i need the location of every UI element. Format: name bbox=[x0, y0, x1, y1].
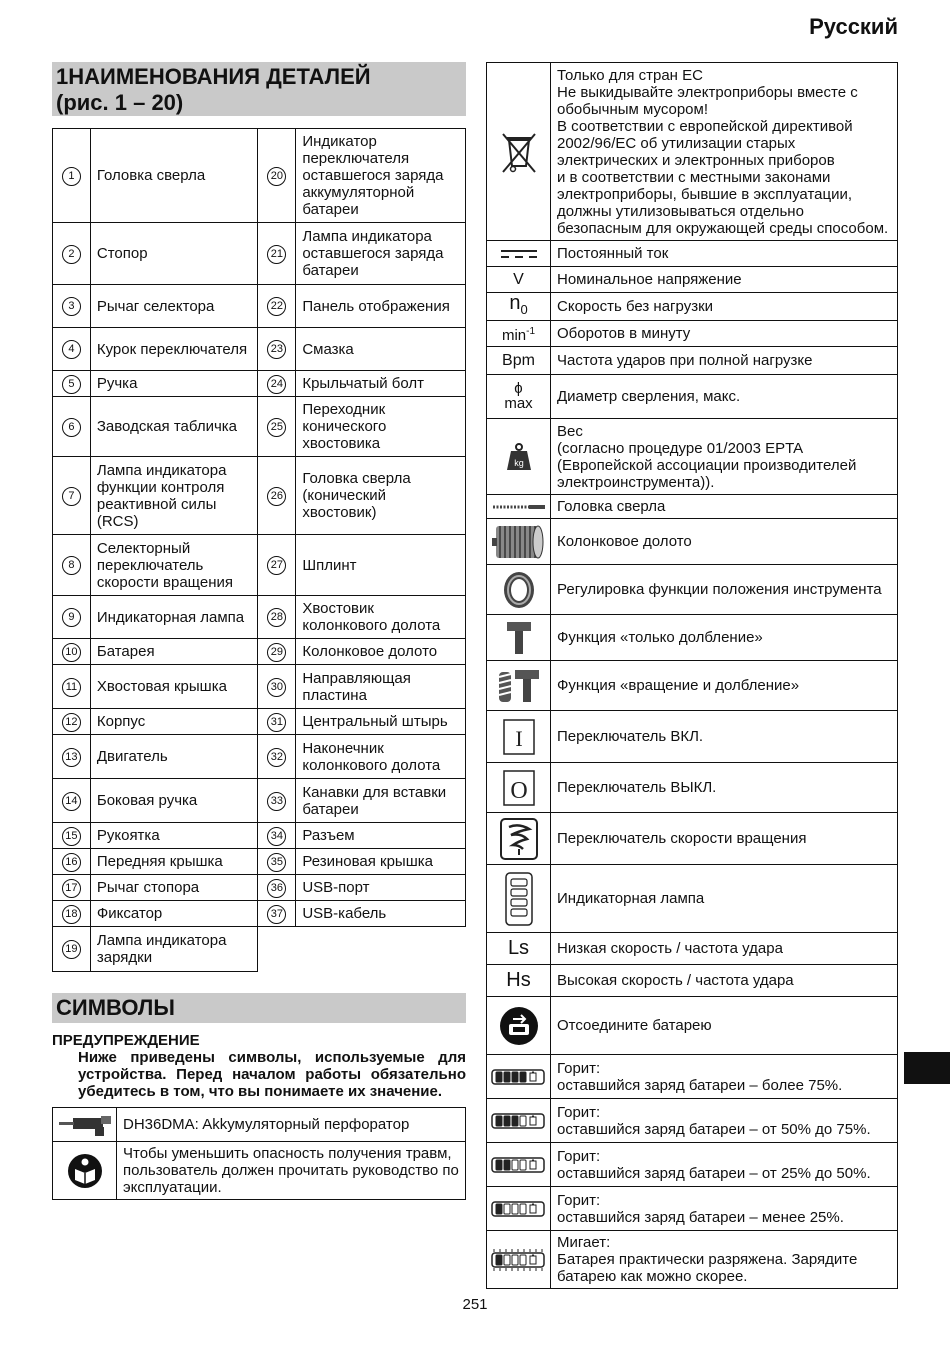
symbol-glyph bbox=[487, 293, 551, 321]
part-name-cell: Индикатор переключателя оставшегося заряда аккумуляторной батареи bbox=[296, 129, 466, 223]
item-number-badge: 18 bbox=[62, 905, 81, 924]
item-number-badge: 30 bbox=[267, 678, 286, 697]
symbol-text: Регулировка функции положения инструмента bbox=[551, 565, 898, 615]
table-row bbox=[53, 285, 466, 328]
part-number-cell bbox=[53, 639, 91, 665]
battery-blink-icon bbox=[487, 1231, 551, 1289]
symbol-text: Оборотов в минуту bbox=[551, 321, 898, 347]
symbol-row bbox=[487, 1099, 898, 1143]
drill-bit-icon bbox=[487, 495, 551, 519]
symbol-row bbox=[487, 565, 898, 615]
part-number-cell bbox=[53, 927, 91, 972]
weight-kg-icon bbox=[487, 419, 551, 495]
symbol-text: Функция «вращение и долбление» bbox=[551, 661, 898, 711]
item-number-badge: 26 bbox=[267, 487, 286, 506]
part-number-cell bbox=[258, 665, 296, 709]
symbol-glyph bbox=[487, 321, 551, 347]
item-number-badge: 2 bbox=[62, 245, 81, 264]
table-row bbox=[53, 665, 466, 709]
symbol-text: DH36DMA: Akkумуляторный перфоратор bbox=[117, 1108, 466, 1142]
table-row bbox=[53, 223, 466, 285]
part-number-cell bbox=[53, 875, 91, 901]
part-name-cell: Лампа индикатора зарядки bbox=[90, 927, 258, 972]
item-number-badge: 28 bbox=[267, 608, 286, 627]
item-number-badge: 10 bbox=[62, 643, 81, 662]
core-bit-icon bbox=[487, 519, 551, 565]
part-name-cell: Боковая ручка bbox=[90, 779, 258, 823]
item-number-badge: 8 bbox=[62, 556, 81, 575]
part-name-cell: Центральный штырь bbox=[296, 709, 466, 735]
table-row bbox=[53, 639, 466, 665]
item-number-badge: 6 bbox=[62, 418, 81, 437]
dc-icon bbox=[487, 241, 551, 267]
symbol-row bbox=[487, 419, 898, 495]
item-number-badge: 35 bbox=[267, 853, 286, 872]
part-name-cell: Колонковое долото bbox=[296, 639, 466, 665]
part-name-cell: Лампа индикатора функции контроля реактивной силы (RCS) bbox=[90, 457, 258, 535]
warning-text: Ниже приведены символы, используемые для устройства. Перед началом работы обязательно убедитесь в том, что вы понимаете их значение. bbox=[78, 1049, 466, 1100]
right-symbols-table bbox=[486, 62, 898, 1289]
part-number-cell bbox=[53, 596, 91, 639]
symbol-glyph bbox=[487, 375, 551, 419]
table-row bbox=[53, 535, 466, 596]
left-symbols-table bbox=[52, 1107, 466, 1200]
item-number-badge: 15 bbox=[62, 827, 81, 846]
part-number-cell bbox=[53, 223, 91, 285]
symbol-row bbox=[487, 1187, 898, 1231]
part-name-cell: Панель отображения bbox=[296, 285, 466, 328]
part-number-cell bbox=[258, 709, 296, 735]
table-row bbox=[53, 901, 466, 927]
symbol-glyph bbox=[487, 267, 551, 293]
part-name-cell: Фиксатор bbox=[90, 901, 258, 927]
ring-icon bbox=[487, 565, 551, 615]
symbol-glyph bbox=[487, 933, 551, 965]
item-number-badge: 11 bbox=[62, 678, 81, 697]
part-number-cell bbox=[53, 901, 91, 927]
page-number: 251 bbox=[462, 1296, 488, 1313]
part-number-cell bbox=[53, 129, 91, 223]
symbol-text: Высокая скорость / частота удара bbox=[551, 965, 898, 997]
item-number-badge: 12 bbox=[62, 713, 81, 732]
hammer-icon bbox=[487, 615, 551, 661]
symbol-row bbox=[487, 321, 898, 347]
part-name-cell: Курок переключателя bbox=[90, 328, 258, 371]
part-number-cell bbox=[53, 397, 91, 457]
symbol-row bbox=[487, 615, 898, 661]
item-number-badge: 17 bbox=[62, 879, 81, 898]
symbol-row bbox=[487, 1143, 898, 1187]
part-number-cell bbox=[258, 535, 296, 596]
symbol-row bbox=[487, 1055, 898, 1099]
symbol-text: Функция «только долбление» bbox=[551, 615, 898, 661]
symbol-row bbox=[487, 865, 898, 933]
part-number-cell bbox=[258, 779, 296, 823]
item-number-badge: 25 bbox=[267, 418, 286, 437]
symbol-text: Горит: оставшийся заряд батареи – от 50% до 75%. bbox=[551, 1099, 898, 1143]
item-number-badge: 16 bbox=[62, 853, 81, 872]
table-row bbox=[53, 397, 466, 457]
symbol-text: Переключатель ВКЛ. bbox=[551, 711, 898, 763]
symbol-row bbox=[487, 495, 898, 519]
symbol-text: Частота ударов при полной нагрузке bbox=[551, 347, 898, 375]
part-number-cell bbox=[53, 823, 91, 849]
part-name-cell: Переходник конического хвостовика bbox=[296, 397, 466, 457]
part-name-cell: Шплинт bbox=[296, 535, 466, 596]
part-name-cell: Хвостовик колонкового долота bbox=[296, 596, 466, 639]
symbol-text: Вес (согласно процедуре 01/2003 EPTA (Европейской ассоциации производителей электроинструмента)). bbox=[551, 419, 898, 495]
symbol-row bbox=[487, 965, 898, 997]
symbol-row bbox=[487, 267, 898, 293]
item-number-badge: 36 bbox=[267, 879, 286, 898]
symbol-text: Головка сверла bbox=[551, 495, 898, 519]
part-name-cell: Селекторный переключатель скорости вращения bbox=[90, 535, 258, 596]
battery-3-icon bbox=[487, 1099, 551, 1143]
read-manual-icon bbox=[53, 1142, 117, 1200]
item-number-badge: 33 bbox=[267, 792, 286, 811]
speed-switch-icon bbox=[487, 813, 551, 865]
table-row bbox=[53, 371, 466, 397]
part-number-cell bbox=[258, 639, 296, 665]
parts-table bbox=[52, 128, 466, 972]
item-number-badge: 34 bbox=[267, 827, 286, 846]
item-number-badge: 14 bbox=[62, 792, 81, 811]
item-number-badge: 5 bbox=[62, 375, 81, 394]
symbol-row bbox=[487, 763, 898, 813]
part-name-cell: Рукоятка bbox=[90, 823, 258, 849]
svg-text:O: O bbox=[509, 777, 528, 804]
table-row bbox=[53, 927, 466, 972]
part-number-cell bbox=[53, 849, 91, 875]
item-number-badge: 1 bbox=[62, 167, 81, 186]
warning-heading: ПРЕДУПРЕЖДЕНИЕ bbox=[52, 1032, 200, 1049]
part-number-cell bbox=[53, 328, 91, 371]
part-number-cell bbox=[53, 665, 91, 709]
item-number-badge: 13 bbox=[62, 748, 81, 767]
switch-off-icon bbox=[487, 763, 551, 813]
part-name-cell: Стопор bbox=[90, 223, 258, 285]
part-name-cell: Разъем bbox=[296, 823, 466, 849]
symbol-row bbox=[487, 933, 898, 965]
symbol-glyph bbox=[487, 347, 551, 375]
part-name-cell: Головка сверла (конический хвостовик) bbox=[296, 457, 466, 535]
symbol-text: Переключатель ВЫКЛ. bbox=[551, 763, 898, 813]
symbol-row bbox=[487, 711, 898, 763]
symbol-text: Отсоедините батарею bbox=[551, 997, 898, 1055]
symbol-row bbox=[487, 293, 898, 321]
part-number-cell bbox=[53, 735, 91, 779]
part-name-cell: Смазка bbox=[296, 328, 466, 371]
table-row bbox=[53, 709, 466, 735]
symbol-text: Постоянный ток bbox=[551, 241, 898, 267]
part-number-cell bbox=[258, 457, 296, 535]
part-name-cell: Наконечник колонкового долота bbox=[296, 735, 466, 779]
part-name-cell: Корпус bbox=[90, 709, 258, 735]
symbol-row bbox=[487, 997, 898, 1055]
battery-1-icon bbox=[487, 1187, 551, 1231]
part-number-cell bbox=[258, 901, 296, 927]
empty-cell bbox=[258, 927, 466, 972]
symbol-row bbox=[487, 1231, 898, 1289]
item-number-badge: 21 bbox=[267, 245, 286, 264]
item-number-badge: 19 bbox=[62, 940, 81, 959]
indicator-lamp-icon bbox=[487, 865, 551, 933]
part-name-cell: Головка сверла bbox=[90, 129, 258, 223]
part-name-cell: Ручка bbox=[90, 371, 258, 397]
part-name-cell: Двигатель bbox=[90, 735, 258, 779]
symbol-text: Низкая скорость / частота удара bbox=[551, 933, 898, 965]
part-number-cell bbox=[53, 371, 91, 397]
warning-block bbox=[52, 1032, 466, 1100]
symbol-text: Горит: оставшийся заряд батареи – менее 25%. bbox=[551, 1187, 898, 1231]
table-row bbox=[53, 596, 466, 639]
svg-text:kg: kg bbox=[513, 457, 524, 468]
part-number-cell bbox=[258, 223, 296, 285]
part-name-cell: Крыльчатый болт bbox=[296, 371, 466, 397]
battery-4-icon bbox=[487, 1055, 551, 1099]
item-number-badge: 27 bbox=[267, 556, 286, 575]
item-number-badge: 29 bbox=[267, 643, 286, 662]
section-tab-marker bbox=[904, 1052, 950, 1084]
part-name-cell: Индикаторная лампа bbox=[90, 596, 258, 639]
wheelie-bin-icon bbox=[487, 63, 551, 241]
symbol-text: Диаметр сверления, макс. bbox=[551, 375, 898, 419]
symbol-text: Горит: оставшийся заряд батареи – от 25% до 50%. bbox=[551, 1143, 898, 1187]
part-number-cell bbox=[53, 535, 91, 596]
item-number-badge: 3 bbox=[62, 297, 81, 316]
svg-text:I: I bbox=[514, 725, 523, 751]
symbol-text: Горит: оставшийся заряд батареи – более 75%. bbox=[551, 1055, 898, 1099]
symbol-text: Только для стран ЕС Не выкидывайте электроприборы вместе с обобычным мусором! В соответствии с европейской директивой 2002/96/ЕС об утилизации старых электрических и электронных приборов и в соответствии с местными законами электроприборы, бывшие в эксплуатации, должны утилизовываться отдельно безопасным для окружающей среды способом. bbox=[551, 63, 898, 241]
part-number-cell bbox=[258, 823, 296, 849]
part-name-cell: USB-порт bbox=[296, 875, 466, 901]
max-diameter-symbol: ϕ max bbox=[504, 380, 533, 412]
part-number-cell bbox=[53, 285, 91, 328]
table-row bbox=[53, 823, 466, 849]
item-number-badge: 32 bbox=[267, 748, 286, 767]
symbol-row bbox=[487, 519, 898, 565]
item-number-badge: 22 bbox=[267, 297, 286, 316]
symbol-row bbox=[487, 241, 898, 267]
part-number-cell bbox=[53, 709, 91, 735]
rpm-symbol: $\min^{-1}$ bbox=[501, 326, 536, 344]
symbol-text: Номинальное напряжение bbox=[551, 267, 898, 293]
symbol-glyph bbox=[487, 965, 551, 997]
part-number-cell bbox=[258, 129, 296, 223]
high-speed-symbol: Hs bbox=[506, 968, 531, 991]
bpm-symbol: Bpm bbox=[502, 352, 535, 369]
part-number-cell bbox=[53, 779, 91, 823]
low-speed-symbol: Ls bbox=[507, 936, 530, 959]
symbol-row bbox=[53, 1142, 466, 1200]
part-number-cell bbox=[258, 735, 296, 779]
table-row bbox=[53, 875, 466, 901]
table-row bbox=[53, 457, 466, 535]
disconnect-battery-icon bbox=[487, 997, 551, 1055]
table-row bbox=[53, 779, 466, 823]
part-name-cell: Хвостовая крышка bbox=[90, 665, 258, 709]
item-number-badge: 4 bbox=[62, 340, 81, 359]
battery-2-icon bbox=[487, 1143, 551, 1187]
item-number-badge: 37 bbox=[267, 905, 286, 924]
part-name-cell: Лампа индикатора оставшегося заряда батареи bbox=[296, 223, 466, 285]
item-number-badge: 7 bbox=[62, 487, 81, 506]
symbol-row bbox=[487, 63, 898, 241]
symbol-text: Колонковое долото bbox=[551, 519, 898, 565]
drill-icon bbox=[53, 1108, 117, 1142]
part-number-cell bbox=[258, 285, 296, 328]
part-name-cell: Батарея bbox=[90, 639, 258, 665]
item-number-badge: 9 bbox=[62, 608, 81, 627]
part-name-cell: USB-кабель bbox=[296, 901, 466, 927]
part-name-cell: Рычаг стопора bbox=[90, 875, 258, 901]
symbol-text: Переключатель скорости вращения bbox=[551, 813, 898, 865]
symbol-row bbox=[487, 347, 898, 375]
part-name-cell: Резиновая крышка bbox=[296, 849, 466, 875]
symbol-text: Чтобы уменьшить опасность получения травм, пользователь должен прочитать руководство по эксплуатации. bbox=[117, 1142, 466, 1200]
language-label: Русский bbox=[809, 14, 898, 39]
item-number-badge: 23 bbox=[267, 340, 286, 359]
part-name-cell: Направляющая пластина bbox=[296, 665, 466, 709]
symbol-text: Скорость без нагрузки bbox=[551, 293, 898, 321]
part-name-cell: Передняя крышка bbox=[90, 849, 258, 875]
part-name-cell: Канавки для вставки батареи bbox=[296, 779, 466, 823]
symbol-row bbox=[487, 813, 898, 865]
table-row bbox=[53, 849, 466, 875]
symbol-text: Мигает: Батарея практически разряжена. Зарядите батарею как можно скорее. bbox=[551, 1231, 898, 1289]
symbol-row bbox=[487, 661, 898, 711]
table-row bbox=[53, 735, 466, 779]
part-number-cell bbox=[258, 596, 296, 639]
part-number-cell bbox=[258, 371, 296, 397]
item-number-badge: 24 bbox=[267, 375, 286, 394]
part-number-cell bbox=[258, 849, 296, 875]
table-row bbox=[53, 129, 466, 223]
part-name-cell: Рычаг селектора bbox=[90, 285, 258, 328]
voltage-symbol: V bbox=[513, 271, 524, 288]
part-name-cell: Заводская табличка bbox=[90, 397, 258, 457]
part-number-cell bbox=[53, 457, 91, 535]
item-number-badge: 20 bbox=[267, 167, 286, 186]
symbols-section-title: СИМВОЛЫ bbox=[52, 993, 466, 1023]
rotary-hammer-icon bbox=[487, 661, 551, 711]
table-row bbox=[53, 328, 466, 371]
symbol-row bbox=[487, 375, 898, 419]
symbol-row bbox=[53, 1108, 466, 1142]
part-number-cell bbox=[258, 328, 296, 371]
symbol-text: Индикаторная лампа bbox=[551, 865, 898, 933]
part-number-cell bbox=[258, 397, 296, 457]
part-number-cell bbox=[258, 875, 296, 901]
no-load-speed-symbol: $n_0$ bbox=[509, 292, 528, 317]
item-number-badge: 31 bbox=[267, 713, 286, 732]
switch-on-icon bbox=[487, 711, 551, 763]
parts-section-title: 1НАИМЕНОВАНИЯ ДЕТАЛЕЙ (рис. 1 – 20) bbox=[52, 62, 466, 116]
